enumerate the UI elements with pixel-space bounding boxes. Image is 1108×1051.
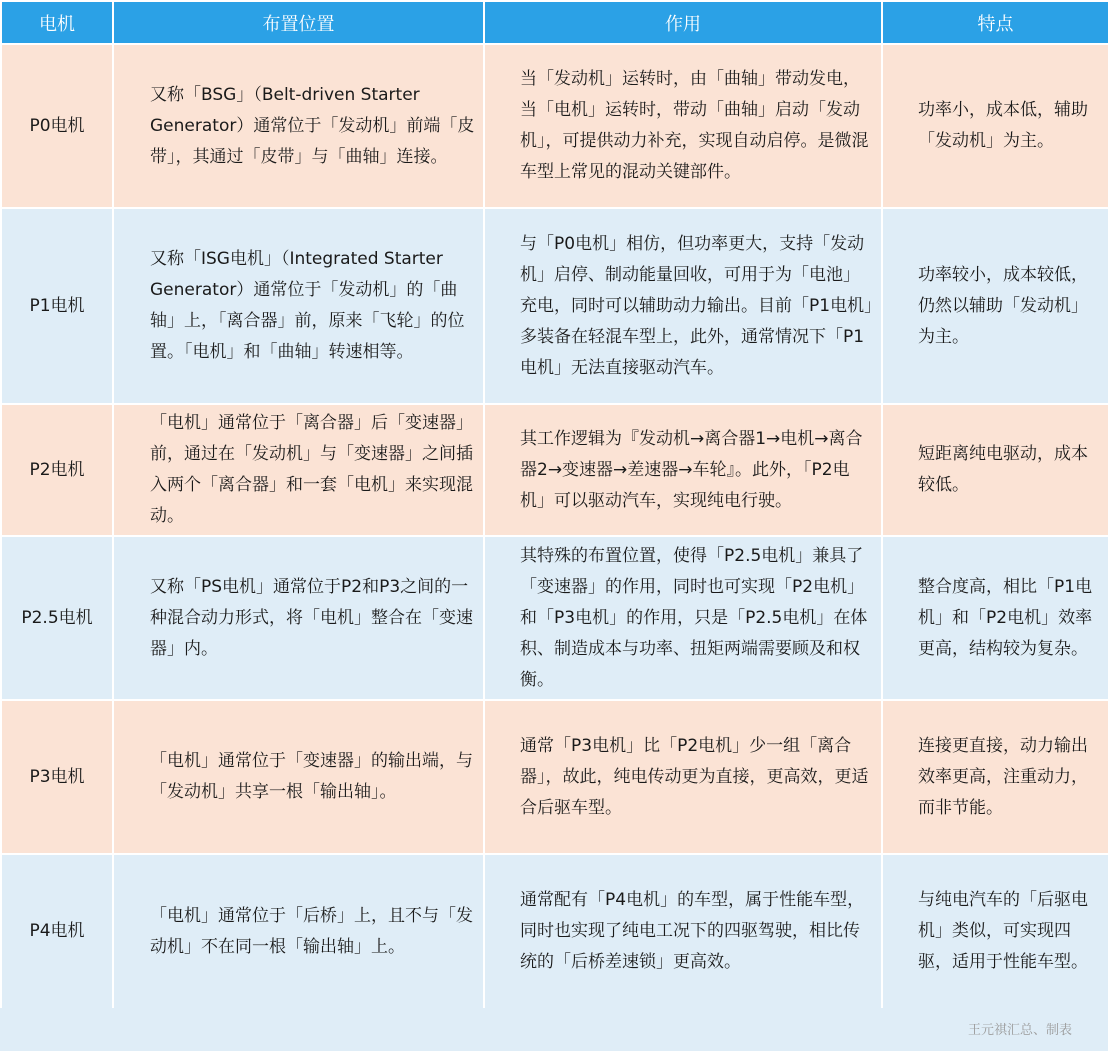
motor-feature: 连接更直接，动力输出效率更高，注重动力，而非节能。: [882, 700, 1108, 854]
motor-name: P2.5电机: [1, 536, 113, 700]
table-row: [1, 44, 1108, 208]
motor-feature: 与纯电汽车的「后驱电机」类似，可实现四驱，适用于性能车型。: [882, 854, 1108, 1009]
table-header-row: [1, 1, 1108, 44]
motor-function: 通常「P3电机」比「P2电机」少一组「离合器」，故此，纯电传动更为直接，更高效，更适合后驱车型。: [484, 700, 882, 854]
motor-name: P3电机: [1, 700, 113, 854]
table-row: [1, 208, 1108, 404]
motor-function: 通常配有「P4电机」的车型，属于性能车型，同时也实现了纯电工况下的四驱驾驶，相比传统的「后桥差速锁」更高效。: [484, 854, 882, 1009]
motor-name: P4电机: [1, 854, 113, 1009]
motor-function: 与「P0电机」相仿，但功率更大，支持「发动机」启停、制动能量回收，可用于为「电池」充电，同时可以辅助动力输出。目前「P1电机」多装备在轻混车型上，此外，通常情况下「P1电机」无法直接驱动汽车。: [484, 208, 882, 404]
motor-feature: 功率较小，成本较低，仍然以辅助「发动机」为主。: [882, 208, 1108, 404]
header-feature: 特点: [882, 1, 1108, 44]
header-position: 布置位置: [113, 1, 484, 44]
motor-position: 又称「PS电机」通常位于P2和P3之间的一种混合动力形式，将「电机」整合在「变速器」内。: [113, 536, 484, 700]
table-row: [1, 404, 1108, 536]
motor-position: 「电机」通常位于「变速器」的输出端，与「发动机」共享一根「输出轴」。: [113, 700, 484, 854]
table-footer: [0, 1008, 1108, 1051]
motor-position: 又称「ISG电机」（Integrated Starter Generator）通常位于「发动机」的「曲轴」上，「离合器」前，原来「飞轮」的位置。「电机」和「曲轴」转速相等。: [113, 208, 484, 404]
motor-position: 「电机」通常位于「离合器」后「变速器」前，通过在「发动机」与「变速器」之间插入两个「离合器」和一套「电机」来实现混动。: [113, 404, 484, 536]
header-motor: 电机: [1, 1, 113, 44]
motor-name: P2电机: [1, 404, 113, 536]
table-row: [1, 536, 1108, 700]
motor-function: 其工作逻辑为『发动机→离合器1→电机→离合器2→变速器→差速器→车轮』。此外，「P2电机」可以驱动汽车，实现纯电行驶。: [484, 404, 882, 536]
motor-name: P1电机: [1, 208, 113, 404]
table-row: [1, 854, 1108, 1009]
motor-position: 「电机」通常位于「后桥」上，且不与「发动机」不在同一根「输出轴」上。: [113, 854, 484, 1009]
author-credit: 王元祺汇总、制表: [967, 1023, 1072, 1038]
table-row: [1, 700, 1108, 854]
motor-function: 其特殊的布置位置，使得「P2.5电机」兼具了「变速器」的作用，同时也可实现「P2电机」和「P3电机」的作用，只是「P2.5电机」在体积、制造成本与功率、扭矩两端需要顾及和权衡。: [484, 536, 882, 700]
motor-feature: 短距离纯电驱动，成本较低。: [882, 404, 1108, 536]
motor-feature: 功率小，成本低，辅助「发动机」为主。: [882, 44, 1108, 208]
motor-position: 又称「BSG」（Belt-driven Starter Generator）通常位于「发动机」前端「皮带」，其通过「皮带」与「曲轴」连接。: [113, 44, 484, 208]
header-function: 作用: [484, 1, 882, 44]
motor-name: P0电机: [1, 44, 113, 208]
motor-feature: 整合度高，相比「P1电机」和「P2电机」效率更高，结构较为复杂。: [882, 536, 1108, 700]
motor-function: 当「发动机」运转时，由「曲轴」带动发电，当「电机」运转时，带动「曲轴」启动「发动机」，可提供动力补充，实现自动启停。是微混车型上常见的混动关键部件。: [484, 44, 882, 208]
